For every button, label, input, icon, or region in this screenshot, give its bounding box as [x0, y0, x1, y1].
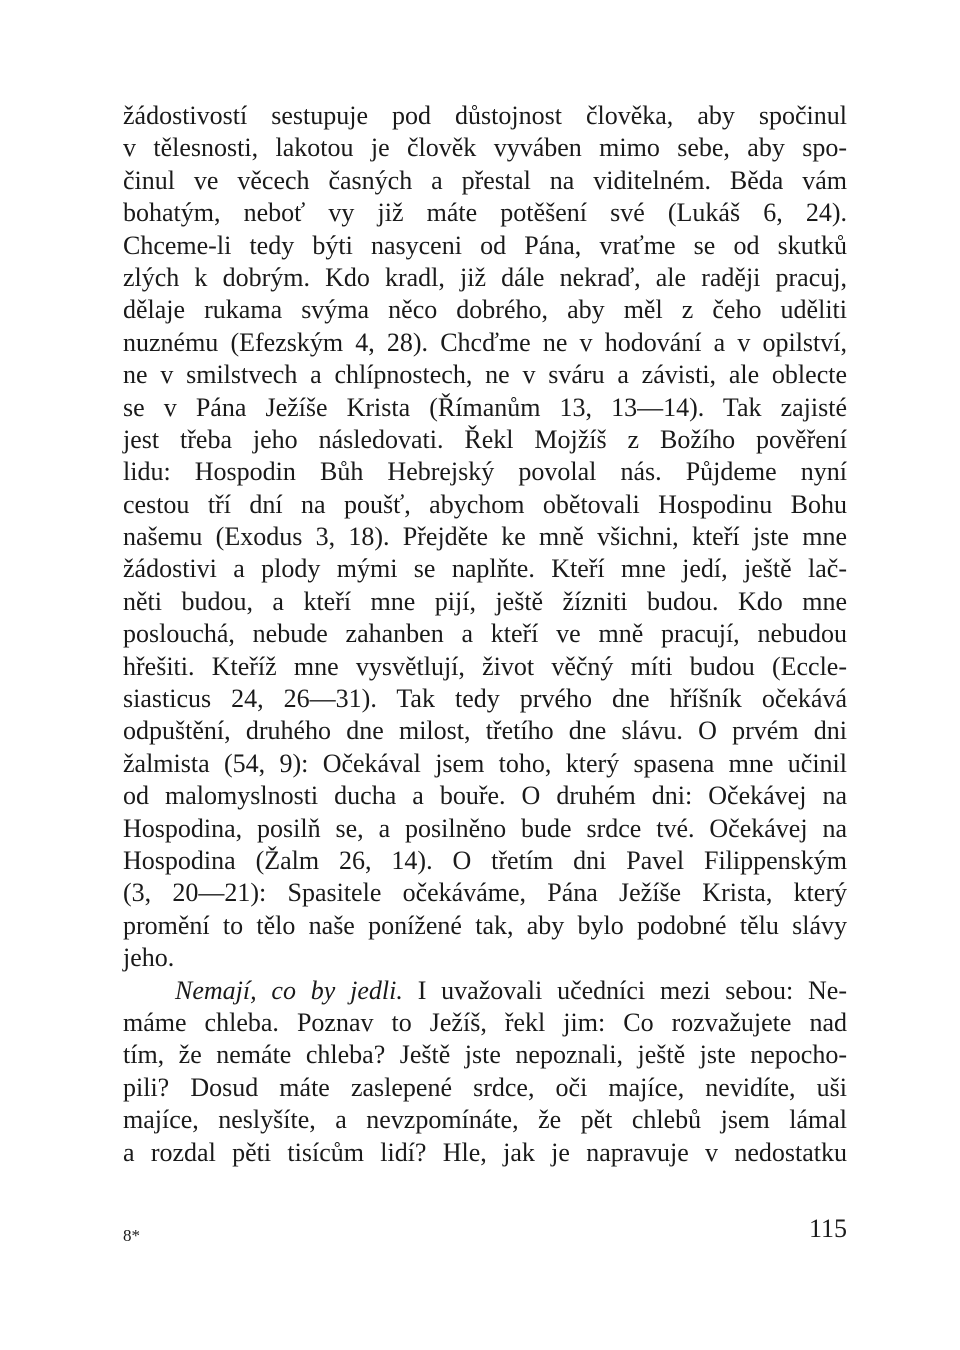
text-line: Hospodina (Žalm 26, 14). O třetím dni Pavel Filippenským	[123, 845, 847, 875]
text-line: siasticus 24, 26—31). Tak tedy prvého dne hříšník očekává	[123, 684, 847, 714]
text-line: máme chleba. Poznav to Ježíš, řekl jim: Co rozvažujete nad	[123, 1007, 847, 1037]
text-line: našemu (Exodus 3, 18). Přejděte ke mně všichni, kteří jste mne	[123, 522, 847, 552]
text-line: Chceme-li tedy býti nasyceni od Pána, vraťme se od skutků	[123, 230, 847, 260]
text-line: se v Pána Ježíše Krista (Římanům 13, 13—14). Tak zajisté	[123, 392, 847, 422]
text-line: od malomyslnosti ducha a bouře. O druhém dni: Očekávej na	[123, 781, 847, 811]
text-line: žádostivostí sestupuje pod důstojnost člověka, aby spočinul	[123, 101, 847, 130]
text-line: Hospodina, posilň se, a posilněno bude srdce tvé. Očekávej na	[123, 813, 847, 843]
text-line: pili? Dosud máte zaslepené srdce, oči majíce, nevidíte, uši	[123, 1072, 847, 1102]
page-number: 115	[808, 1214, 847, 1243]
text-line: žalmista (54, 9): Očekával jsem toho, který spasena mne učinil	[123, 748, 847, 778]
text-line: ne v smilstvech a chlípnostech, ne v sváru a závisti, ale oblecte	[123, 360, 847, 390]
paragraph-end-line: jeho.	[123, 943, 175, 973]
italic-heading-phrase: Nemají, co by jedli.	[175, 975, 403, 1005]
text-line: bohatým, neboť vy již máte potěšení své (Lukáš 6, 24).	[123, 198, 847, 228]
text-line: promění to tělo naše ponížené tak, aby bylo podobné tělu slávy	[123, 910, 847, 940]
text-line: majíce, neslyšíte, a nevzpomínáte, že pět chlebů jsem lámal	[123, 1105, 847, 1135]
text-line: a rozdal pěti tisícům lidí? Hle, jak je napravuje v nedostatku	[123, 1137, 847, 1167]
text-line: něti budou, a kteří mne pijí, ještě žízniti budou. Kdo mne	[123, 586, 847, 616]
text-line: jest třeba jeho následovati. Řekl Mojžíš z Božího pověření	[123, 424, 847, 454]
text-line: dělaje rukama svýma něco dobrého, aby měl z čeho uděliti	[123, 295, 847, 325]
text-line: v tělesnosti, lakotou je člověk vyváben mimo sebe, aby spo-	[123, 133, 847, 163]
text-line: nuznému (Efezským 4, 28). Chcďme ne v hodování a v opilství,	[123, 327, 847, 357]
paragraph-first-line	[123, 975, 847, 1007]
text-line: hřešiti. Kteříž mne vysvětlují, život věčný míti budou (Eccle-	[123, 651, 847, 681]
body-text	[123, 100, 847, 1169]
text-line: žádostivi a plody mými se naplňte. Kteří mne jedí, ještě lač-	[123, 554, 847, 584]
printer-signature-mark: 8*	[123, 1226, 140, 1245]
text-line: poslouchá, nebude zahanben a kteří ve mně pracují, nebudou	[123, 619, 847, 649]
text-span: I uvažovali učedníci mezi sebou: Ne-	[402, 975, 847, 1005]
text-line: (3, 20—21): Spasitele očekáváme, Pána Ježíše Krista, který	[123, 878, 847, 908]
text-line: činul ve věcech časných a přestal na viditelném. Běda vám	[123, 165, 847, 195]
text-line: zlých k dobrým. Kdo kradl, již dále nekraď, ale raději pracuj,	[123, 262, 847, 292]
text-line: tím, že nemáte chleba? Ještě jste nepoznali, ještě jste nepocho-	[123, 1040, 847, 1070]
text-line: lidu: Hospodin Bůh Hebrejský povolal nás. Půjdeme nyní	[123, 457, 847, 487]
text-line: odpuštění, druhého dne milost, třetího dne slávu. O prvém dni	[123, 716, 847, 746]
text-line: cestou tří dní na poušť, abychom obětovali Hospodinu Bohu	[123, 489, 847, 519]
